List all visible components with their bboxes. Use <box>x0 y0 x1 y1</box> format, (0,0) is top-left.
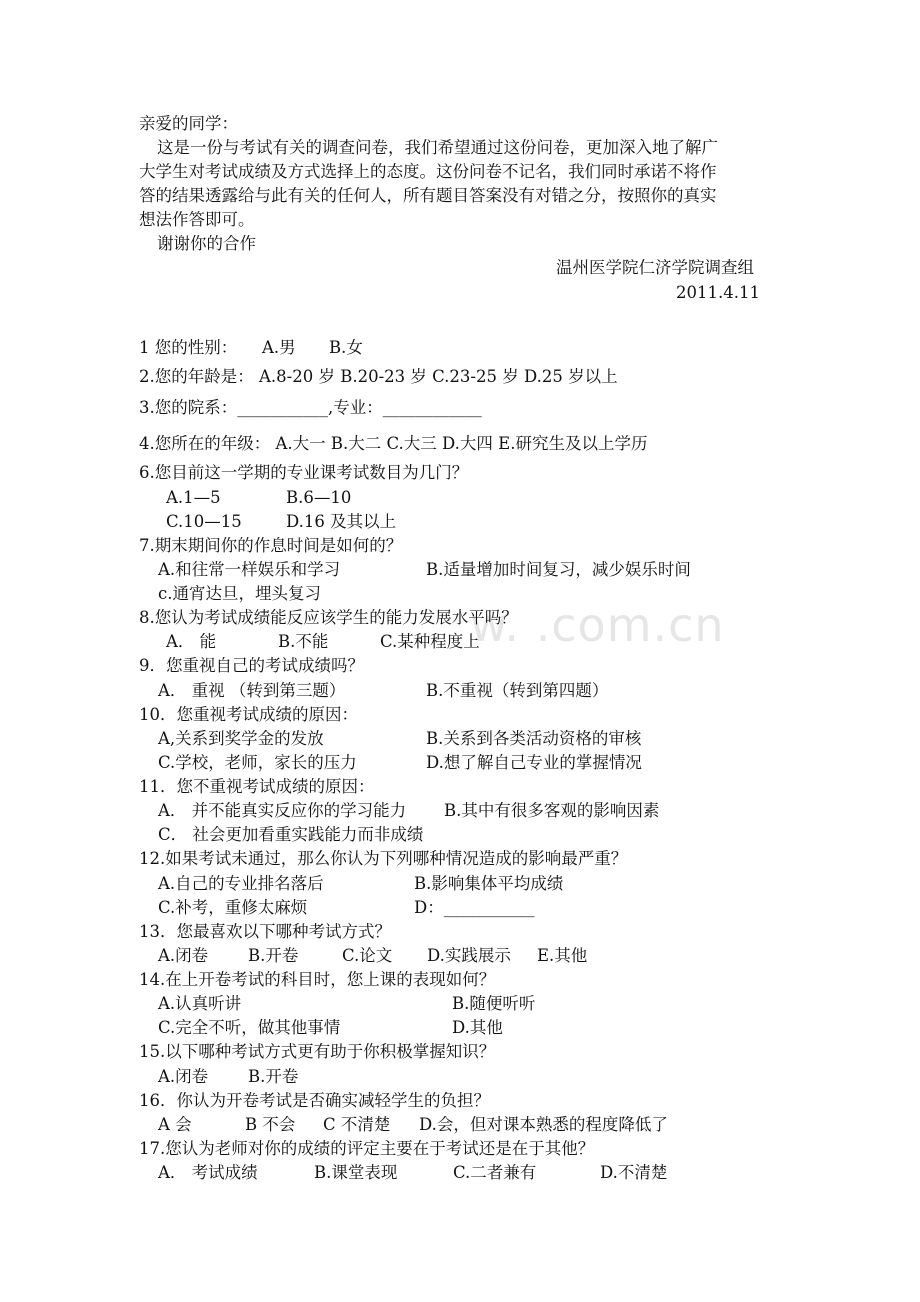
q15-option-b: B.开卷 <box>248 1067 299 1086</box>
q6-option-a: A.1—5 <box>166 488 221 507</box>
q11-option-c: C． 社会更加看重实践能力而非成绩 <box>158 825 424 844</box>
q17-option-d: D.不清楚 <box>600 1163 668 1182</box>
q17-option-b: B.课堂表现 <box>314 1163 398 1182</box>
letter-line-4: 想法作答即可。 <box>139 210 255 229</box>
question-4: 4.您所在的年级： A.大一 B.大二 C.大三 D.大四 E.研究生及以上学历 <box>139 434 648 453</box>
q16-option-d: D.会，但对课本熟悉的程度降低了 <box>419 1115 668 1134</box>
q6-option-c: C.10—15 <box>166 512 242 531</box>
question-1: 1 您的性别： <box>139 338 238 357</box>
letter-line-1: 这是一份与考试有关的调查问卷，我们希望通过这份问卷，更加深入地了解广 <box>157 138 718 157</box>
question-16: 16．你认为开卷考试是否确实减轻学生的负担？ <box>139 1091 490 1110</box>
question-15: 15.以下哪种考试方式更有助于你积极掌握知识？ <box>139 1042 496 1061</box>
watermark-text: w. .com.cn <box>470 598 725 652</box>
q16-option-a: A 会 <box>158 1115 192 1134</box>
q7-option-b: B.适量增加时间复习，减少娱乐时间 <box>426 560 691 579</box>
letter-line-2: 大学生对考试成绩及方式选择上的态度。这份问卷不记名，我们同时承诺不将作 <box>139 162 717 181</box>
q6-option-b: B.6—10 <box>286 488 352 507</box>
q8-option-c: C.某种程度上 <box>380 632 480 651</box>
q10-option-b: B.关系到各类活动资格的审核 <box>426 729 642 748</box>
q13-option-d: D.实践展示 <box>427 946 511 965</box>
q13-option-b: B.开卷 <box>248 946 299 965</box>
q13-option-e: E.其他 <box>537 946 588 965</box>
q13-option-c: C.论文 <box>342 946 393 965</box>
question-13: 13．您最喜欢以下哪种考试方式？ <box>139 922 391 941</box>
q14-option-c: C.完全不听，做其他事情 <box>158 1018 341 1037</box>
q10-option-c: C.学校，老师，家长的压力 <box>158 753 357 772</box>
salutation: 亲爱的同学： <box>139 114 238 133</box>
q17-option-a: A． 考试成绩 <box>158 1163 258 1182</box>
q11-option-b: B.其中有很多客观的影响因素 <box>444 801 660 820</box>
q12-option-c: C.补考，重修太麻烦 <box>158 898 308 917</box>
question-6: 6.您目前这一学期的专业课考试数目为几门？ <box>139 463 469 482</box>
question-9: 9．您重视自己的考试成绩吗？ <box>139 656 364 675</box>
q9-option-b: B.不重视（转到第四题） <box>426 681 609 700</box>
q8-option-b: B.不能 <box>278 632 329 651</box>
question-12: 12.如果考试未通过，那么你认为下列哪种情况造成的影响最严重？ <box>139 849 628 868</box>
letter-line-3: 答的结果透露给与此有关的任何人，所有题目答案没有对错之分，按照你的真实 <box>139 186 717 205</box>
q12-option-d: D：___________ <box>414 898 535 917</box>
question-10: 10．您重视考试成绩的原因： <box>139 705 358 724</box>
q14-option-b: B.随便听听 <box>452 994 536 1013</box>
q11-option-a: A． 并不能真实反应你的学习能力 <box>158 801 407 820</box>
q16-option-b: B 不会 <box>245 1115 296 1134</box>
q8-option-a: A． 能 <box>166 632 217 651</box>
q13-option-a: A.闭卷 <box>158 946 209 965</box>
q6-option-d: D.16 及其以上 <box>286 512 397 531</box>
q1-option-a: A.男 <box>262 338 296 357</box>
question-8: 8.您认为考试成绩能反应该学生的能力发展水平吗？ <box>139 608 518 627</box>
date: 2011.4.11 <box>676 283 760 302</box>
q9-option-a: A． 重视 （转到第三题） <box>158 681 346 700</box>
signature: 温州医学院仁济学院调查组 <box>556 258 754 277</box>
question-14: 14.在上开卷考试的科目时，您上课的表现如何？ <box>139 970 496 989</box>
q7-option-c: c.通宵达旦，埋头复习 <box>158 584 321 603</box>
q10-option-d: D.想了解自己专业的掌握情况 <box>426 753 642 772</box>
q1-option-b: B.女 <box>329 338 363 357</box>
q15-option-a: A.闭卷 <box>158 1067 209 1086</box>
q14-option-a: A.认真听讲 <box>158 994 242 1013</box>
question-7: 7.期末期间你的作息时间是如何的？ <box>139 536 403 555</box>
thanks-line: 谢谢你的合作 <box>157 234 256 253</box>
q16-option-c: C 不清楚 <box>323 1115 391 1134</box>
question-17: 17.您认为老师对你的成绩的评定主要在于考试还是在于其他？ <box>139 1139 595 1158</box>
q12-option-a: A.自己的专业排名落后 <box>158 874 324 893</box>
question-11: 11．您不重视考试成绩的原因： <box>139 777 375 796</box>
question-2: 2.您的年龄是： A.8-20 岁 B.20-23 岁 C.23-25 岁 D.25 岁以上 <box>139 367 618 386</box>
question-3: 3.您的院系：___________,专业：____________ <box>139 398 482 417</box>
q17-option-c: C.二者兼有 <box>453 1163 537 1182</box>
q14-option-d: D.其他 <box>452 1018 503 1037</box>
q12-option-b: B.影响集体平均成绩 <box>414 874 564 893</box>
q10-option-a: A,关系到奖学金的发放 <box>158 729 324 748</box>
q7-option-a: A.和往常一样娱乐和学习 <box>158 560 341 579</box>
